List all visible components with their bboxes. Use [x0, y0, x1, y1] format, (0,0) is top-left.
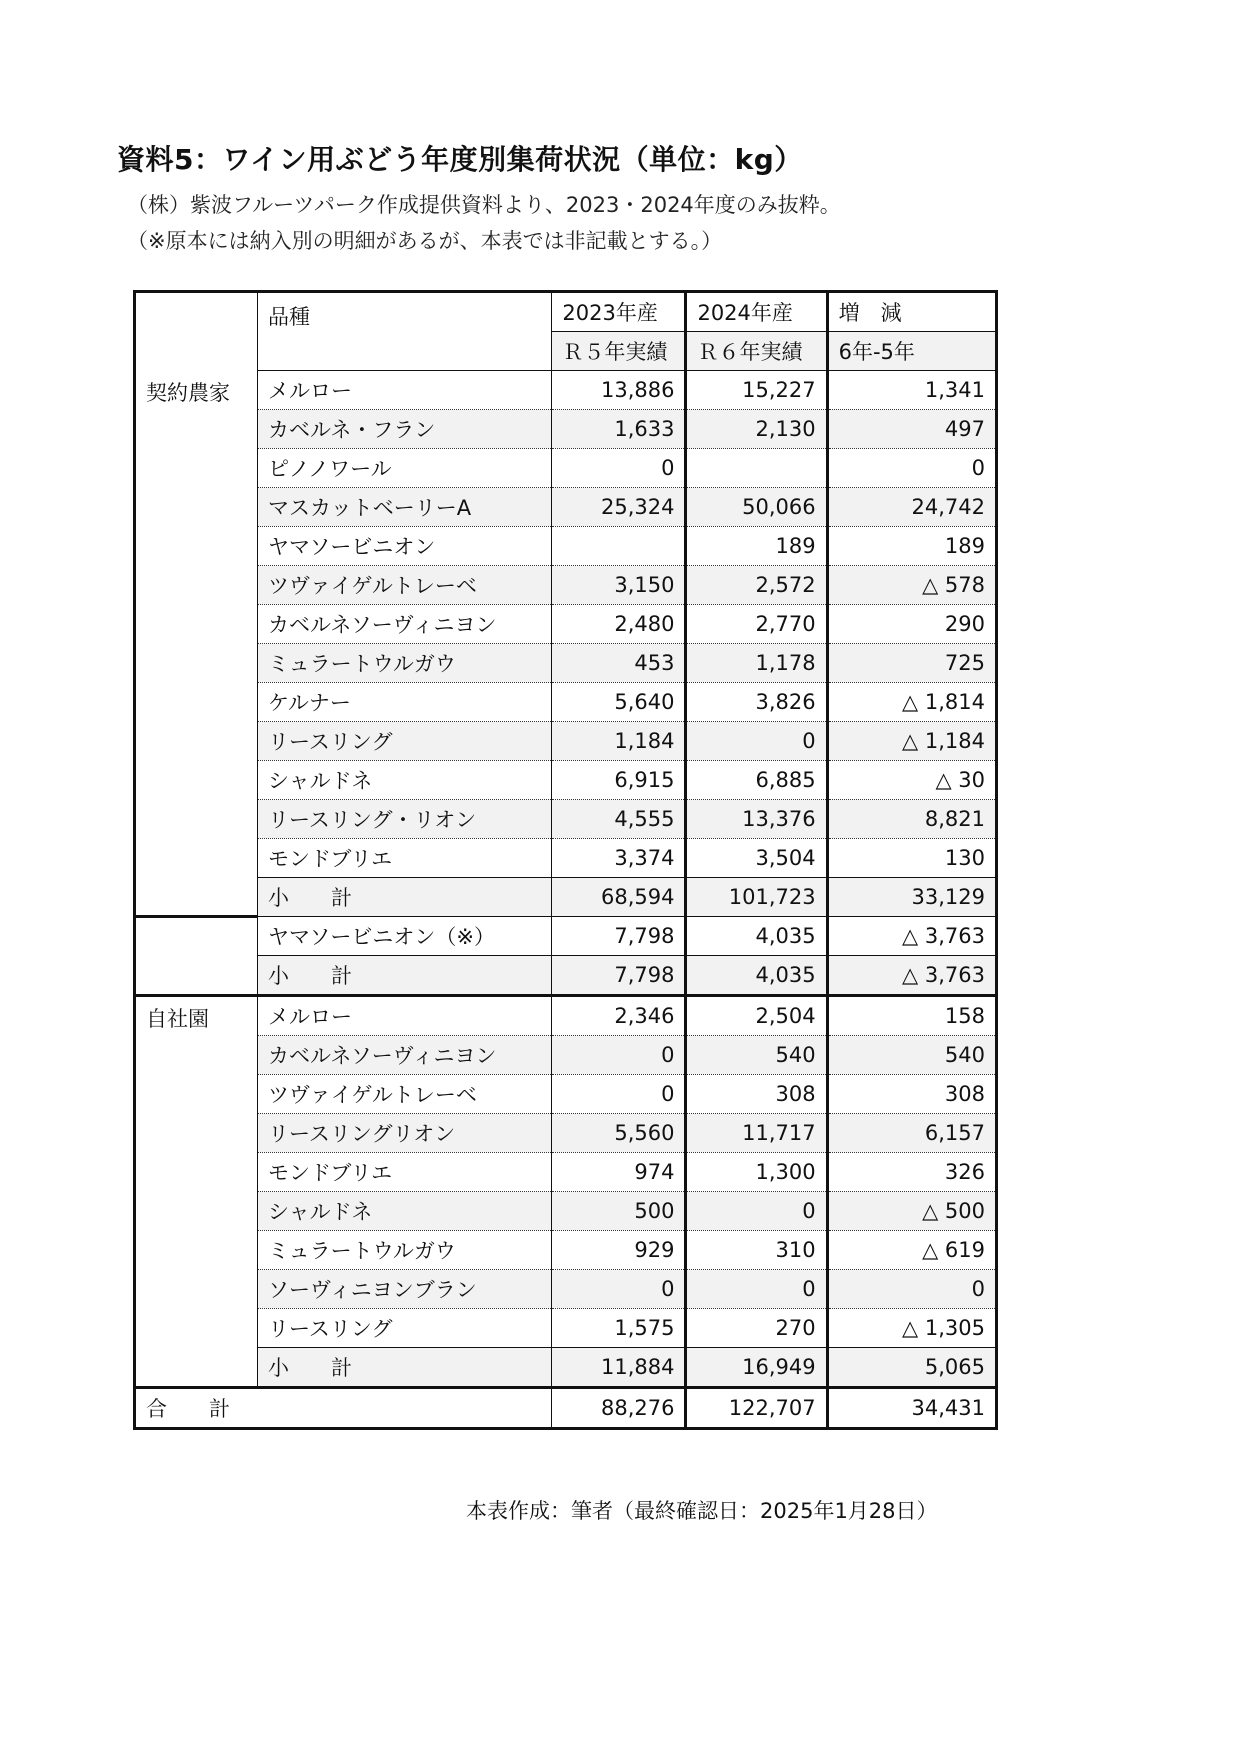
contract-row	[135, 644, 997, 683]
variety-cell: メルロー	[257, 371, 551, 410]
variety-cell: ミュラートウルガウ	[257, 644, 551, 683]
diff-cell: 1,341	[827, 371, 996, 410]
value-2023-cell: 7,798	[552, 956, 686, 996]
diff-cell: △ 30	[827, 761, 996, 800]
value-2024-cell: 3,504	[686, 839, 827, 878]
diff-cell: △ 3,763	[827, 917, 996, 956]
own-row	[135, 1270, 997, 1309]
value-2023-cell: 3,150	[552, 566, 686, 605]
value-2023-cell: 1,575	[552, 1309, 686, 1348]
value-2024-cell: 15,227	[686, 371, 827, 410]
diff-cell: 308	[827, 1075, 996, 1114]
footer-note: 本表作成：筆者（最終確認日：2025年1月28日）	[466, 1499, 938, 1523]
variety-cell: リースリング・リオン	[257, 800, 551, 839]
value-2024-cell: 308	[686, 1075, 827, 1114]
contract-row	[135, 761, 997, 800]
diff-cell: 189	[827, 527, 996, 566]
header-2024: 2024年産	[686, 292, 827, 332]
variety-cell: モンドブリエ	[257, 1153, 551, 1192]
variety-cell: ケルナー	[257, 683, 551, 722]
value-2023-cell: 68,594	[552, 878, 686, 917]
contract-row	[135, 839, 997, 878]
value-2024-cell	[686, 449, 827, 488]
value-2023-cell: 0	[552, 1270, 686, 1309]
value-2024-cell: 540	[686, 1036, 827, 1075]
value-2024-cell: 101,723	[686, 878, 827, 917]
contract-row	[135, 488, 997, 527]
diff-cell: △ 619	[827, 1231, 996, 1270]
header-corner	[135, 292, 258, 371]
variety-cell: カベルネソーヴィニヨン	[257, 1036, 551, 1075]
variety-cell: ソーヴィニヨンブラン	[257, 1270, 551, 1309]
value-2024-cell: 2,770	[686, 605, 827, 644]
value-2024-cell: 16,949	[686, 1348, 827, 1388]
total-2024-cell: 122,707	[686, 1388, 827, 1429]
value-2024-cell: 310	[686, 1231, 827, 1270]
value-2023-cell: 3,374	[552, 839, 686, 878]
variety-cell: カベルネ・フラン	[257, 410, 551, 449]
contract-row	[135, 527, 997, 566]
group-label-blank	[135, 917, 258, 996]
own-row	[135, 1309, 997, 1348]
value-2024-cell: 6,885	[686, 761, 827, 800]
variety-cell: マスカットベーリーA	[257, 488, 551, 527]
own-subtotal-row	[135, 1348, 997, 1388]
own-row	[135, 1153, 997, 1192]
variety-cell: リースリング	[257, 722, 551, 761]
diff-cell: 326	[827, 1153, 996, 1192]
variety-cell: ツヴァイゲルトレーベ	[257, 566, 551, 605]
header-r5: Ｒ５年実績	[552, 332, 686, 371]
own-row	[135, 1036, 997, 1075]
value-2023-cell: 0	[552, 1075, 686, 1114]
source-note: （株）紫波フルーツパーク作成提供資料より、2023・2024年度のみ抜粋。	[127, 193, 841, 217]
group-label-contract: 契約農家	[135, 371, 258, 917]
header-row-1	[135, 292, 997, 332]
value-2024-cell: 1,300	[686, 1153, 827, 1192]
diff-cell: 0	[827, 1270, 996, 1309]
diff-cell: 158	[827, 996, 996, 1036]
grand-total-row	[135, 1388, 997, 1429]
value-2023-cell: 1,184	[552, 722, 686, 761]
diff-cell: 24,742	[827, 488, 996, 527]
diff-cell: 130	[827, 839, 996, 878]
variety-cell: ミュラートウルガウ	[257, 1231, 551, 1270]
diff-cell: △ 1,184	[827, 722, 996, 761]
value-2023-cell: 11,884	[552, 1348, 686, 1388]
value-2023-cell: 929	[552, 1231, 686, 1270]
yama-row	[135, 917, 997, 956]
value-2023-cell: 1,633	[552, 410, 686, 449]
header-2023: 2023年産	[552, 292, 686, 332]
value-2023-cell: 13,886	[552, 371, 686, 410]
value-2023-cell: 453	[552, 644, 686, 683]
value-2023-cell: 0	[552, 449, 686, 488]
contract-row	[135, 566, 997, 605]
contract-row	[135, 605, 997, 644]
own-row	[135, 1114, 997, 1153]
value-2023-cell: 2,480	[552, 605, 686, 644]
value-2024-cell: 0	[686, 722, 827, 761]
own-row	[135, 996, 997, 1036]
value-2023-cell: 4,555	[552, 800, 686, 839]
value-2023-cell: 7,798	[552, 917, 686, 956]
value-2023-cell: 500	[552, 1192, 686, 1231]
value-2024-cell: 2,130	[686, 410, 827, 449]
variety-cell: ツヴァイゲルトレーベ	[257, 1075, 551, 1114]
value-2024-cell: 4,035	[686, 956, 827, 996]
variety-cell: リースリング	[257, 1309, 551, 1348]
diff-cell: 5,065	[827, 1348, 996, 1388]
diff-cell: 540	[827, 1036, 996, 1075]
document-title: 資料5：ワイン用ぶどう年度別集荷状況（単位：kg）	[117, 143, 803, 176]
value-2024-cell: 0	[686, 1192, 827, 1231]
variety-cell: 小 計	[257, 1348, 551, 1388]
omission-note: （※原本には納入別の明細があるが、本表では非記載とする。）	[127, 229, 723, 253]
contract-row	[135, 371, 997, 410]
value-2024-cell: 2,572	[686, 566, 827, 605]
contract-row	[135, 449, 997, 488]
value-2024-cell: 3,826	[686, 683, 827, 722]
variety-cell: シャルドネ	[257, 1192, 551, 1231]
value-2023-cell: 25,324	[552, 488, 686, 527]
header-diff-sub: 6年-5年	[827, 332, 996, 371]
value-2023-cell: 974	[552, 1153, 686, 1192]
value-2024-cell: 13,376	[686, 800, 827, 839]
value-2023-cell: 2,346	[552, 996, 686, 1036]
diff-cell: 0	[827, 449, 996, 488]
variety-cell: モンドブリエ	[257, 839, 551, 878]
variety-cell: 小 計	[257, 956, 551, 996]
value-2023-cell: 5,560	[552, 1114, 686, 1153]
diff-cell: △ 1,814	[827, 683, 996, 722]
shipment-table	[133, 290, 998, 1430]
group-label-own: 自社園	[135, 996, 258, 1388]
variety-cell: ヤマソービニオン	[257, 527, 551, 566]
grand-total-label: 合 計	[135, 1388, 552, 1429]
variety-cell: ピノノワール	[257, 449, 551, 488]
value-2023-cell: 0	[552, 1036, 686, 1075]
value-2024-cell: 50,066	[686, 488, 827, 527]
contract-row	[135, 800, 997, 839]
contract-row	[135, 410, 997, 449]
variety-cell: シャルドネ	[257, 761, 551, 800]
value-2024-cell: 11,717	[686, 1114, 827, 1153]
own-row	[135, 1075, 997, 1114]
variety-cell: カベルネソーヴィニヨン	[257, 605, 551, 644]
value-2023-cell: 5,640	[552, 683, 686, 722]
value-2023-cell: 6,915	[552, 761, 686, 800]
diff-cell: 8,821	[827, 800, 996, 839]
value-2024-cell: 270	[686, 1309, 827, 1348]
diff-cell: △ 1,305	[827, 1309, 996, 1348]
diff-cell: 497	[827, 410, 996, 449]
value-2024-cell: 0	[686, 1270, 827, 1309]
diff-cell: △ 500	[827, 1192, 996, 1231]
value-2023-cell	[552, 527, 686, 566]
header-diff: 増 減	[827, 292, 996, 332]
diff-cell: 33,129	[827, 878, 996, 917]
value-2024-cell: 4,035	[686, 917, 827, 956]
header-variety: 品種	[257, 292, 551, 371]
variety-cell: ヤマソービニオン（※）	[257, 917, 551, 956]
value-2024-cell: 189	[686, 527, 827, 566]
own-row	[135, 1192, 997, 1231]
variety-cell: 小 計	[257, 878, 551, 917]
contract-row	[135, 683, 997, 722]
variety-cell: リースリングリオン	[257, 1114, 551, 1153]
contract-row	[135, 722, 997, 761]
value-2024-cell: 1,178	[686, 644, 827, 683]
diff-cell: △ 3,763	[827, 956, 996, 996]
header-r6: Ｒ６年実績	[686, 332, 827, 371]
yama-subtotal-row	[135, 956, 997, 996]
diff-cell: 6,157	[827, 1114, 996, 1153]
value-2024-cell: 2,504	[686, 996, 827, 1036]
contract-subtotal-row	[135, 878, 997, 917]
diff-cell: 290	[827, 605, 996, 644]
total-2023-cell: 88,276	[552, 1388, 686, 1429]
own-row	[135, 1231, 997, 1270]
variety-cell: メルロー	[257, 996, 551, 1036]
diff-cell: △ 578	[827, 566, 996, 605]
diff-cell: 725	[827, 644, 996, 683]
total-diff-cell: 34,431	[827, 1388, 996, 1429]
